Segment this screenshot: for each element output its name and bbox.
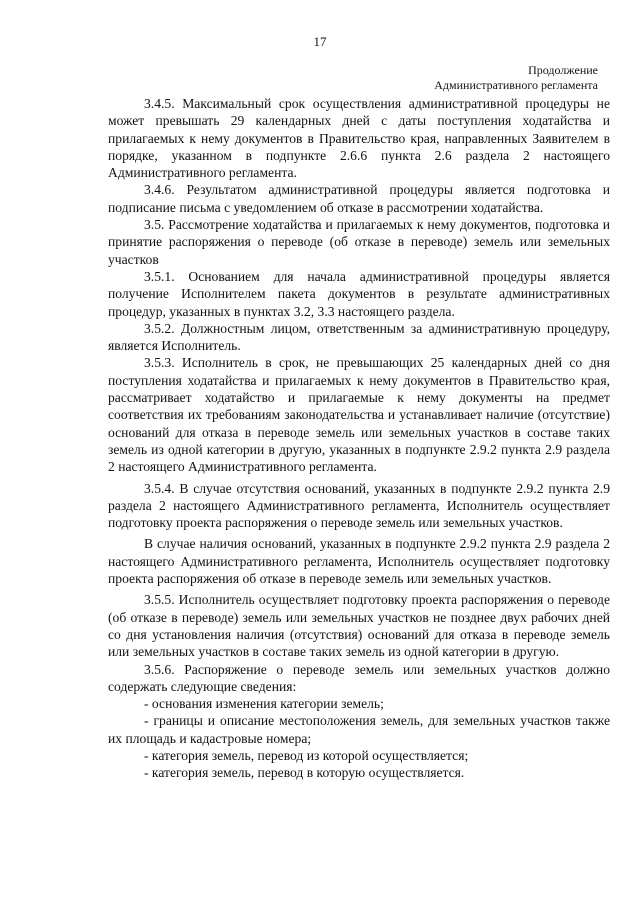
paragraph-3-4-6: 3.4.6. Результатом административной процедуры является подготовка и подписание письма с уведомлением об отказе в рассмотрении ходатайства.	[108, 182, 610, 215]
list-item: - основания изменения категории земель;	[144, 696, 384, 712]
paragraph-3-5: 3.5. Рассмотрение ходатайства и прилагаемых к нему документов, подготовка и принятие распоряжения о переводе (об отказе в переводе) земель или земельных участков	[108, 217, 610, 267]
paragraph-3-5-1: 3.5.1. Основанием для начала административной процедуры является получение Исполнителем пакета документов в результате административных процедур, указанных в пунктах 3.2, 3.3 настоящего раздела.	[108, 268, 610, 319]
continuation-header	[434, 63, 598, 93]
paragraph-3-5-5: 3.5.5. Исполнитель осуществляет подготовку проекта распоряжения о переводе (об отказе в переводе) земель или земельных участков не позднее двух рабочих дней со дня установления наличия (отсутствия) оснований для отказа в переводе земель или земельных участков в составе таких земель из одной категории в другую.	[108, 592, 610, 660]
continuation-label: Продолжение	[528, 63, 598, 77]
paragraph-3-5-4-alt: В случае наличия оснований, указанных в подпункте 2.9.2 пункта 2.9 раздела 2 настоящего Административного регламента, Исполнитель осуществляет подготовку проекта распоряжения об отказе в переводе земель или земельных участков.	[108, 536, 610, 587]
document-body	[108, 95, 610, 782]
paragraph-3-5-3: 3.5.3. Исполнитель в срок, не превышающих 25 календарных дней со дня поступления ходатайства и прилагаемых к нему документов в Правительство края, рассматривает ходатайство и прилагаемые к нему документы на предмет соответствия их требованиям законодательства и устанавливает наличие (отсутствие) оснований для отказа в переводе земель или земельных участков в составе таких земель из одной категории в другую, указанных в подпункте 2.9.2 пункта 2.9 раздела 2 настоящего Административного регламента.	[108, 355, 610, 475]
list-item: - границы и описание местоположения земель, для земельных участков также их площадь и кадастровые номера;	[108, 713, 610, 746]
list-item: - категория земель, перевод из которой осуществляется;	[144, 747, 469, 763]
paragraph-3-5-4: 3.5.4. В случае отсутствия оснований, указанных в подпункте 2.9.2 пункта 2.9 раздела 2 настоящего Административного регламента, Исполнитель осуществляет подготовку проекта распоряжения о переводе земель или земельных участков.	[108, 480, 610, 531]
paragraph-3-4-5: 3.4.5. Максимальный срок осуществления административной процедуры не может превышать 29 календарных дней с даты поступления ходатайства и прилагаемых к нему документов в Правительство края, направленных Заявителем в порядке, указанном в подпункте 2.6.6 пункта 2.6 раздела 2 настоящего Административного регламента.	[108, 96, 610, 181]
paragraph-3-5-6: 3.5.6. Распоряжение о переводе земель или земельных участков должно содержать следующие сведения:	[108, 661, 610, 694]
page-number: 17	[313, 34, 327, 49]
paragraph-3-5-2: 3.5.2. Должностным лицом, ответственным за административную процедуру, является Исполнитель.	[108, 320, 610, 354]
regulation-label: Административного регламента	[434, 78, 598, 92]
list-item: - категория земель, перевод в которую осуществляется.	[144, 765, 465, 781]
